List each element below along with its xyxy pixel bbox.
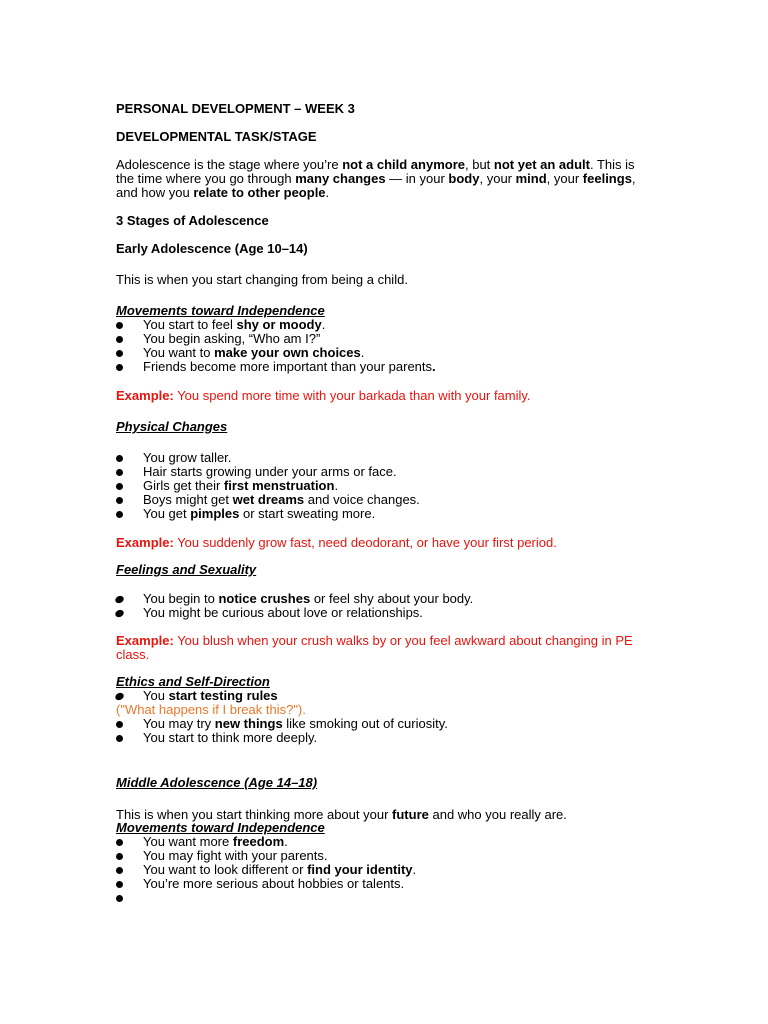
list-item: You begin to notice crushes or feel shy about your body. bbox=[143, 591, 474, 606]
bullet-icon bbox=[116, 455, 123, 462]
bullet-icon bbox=[116, 483, 123, 490]
intro-line-1: Adolescence is the stage where you’re not a child anymore, but not yet an adult. This is bbox=[116, 157, 635, 172]
list-item: Girls get their first menstruation. bbox=[143, 478, 339, 493]
ethics-aside: ("What happens if I break this?"). bbox=[116, 702, 306, 717]
intro-line-3: and how you relate to other people. bbox=[116, 185, 330, 200]
bullet-icon bbox=[114, 691, 125, 701]
bullet-icon bbox=[116, 364, 123, 371]
list-item: You begin asking, “Who am I?” bbox=[143, 331, 321, 346]
document-title: PERSONAL DEVELOPMENT – WEEK 3 bbox=[116, 101, 355, 116]
list-item: Boys might get wet dreams and voice changes. bbox=[143, 492, 420, 507]
physical-changes-example: Example: You suddenly grow fast, need deodorant, or have your first period. bbox=[116, 535, 557, 550]
middle-heading: Middle Adolescence (Age 14–18) bbox=[116, 775, 318, 790]
middle-movements-heading: Movements toward Independence bbox=[116, 820, 325, 835]
list-item: You might be curious about love or relationships. bbox=[143, 605, 423, 620]
bullet-icon bbox=[116, 469, 123, 476]
bullet-icon bbox=[116, 881, 123, 888]
list-item: You grow taller. bbox=[143, 450, 232, 465]
bullet-icon bbox=[116, 721, 123, 728]
bullet-icon bbox=[116, 839, 123, 846]
list-item: You start to think more deeply. bbox=[143, 730, 318, 745]
list-item: You’re more serious about hobbies or talents. bbox=[143, 876, 405, 891]
bullet-icon bbox=[116, 511, 123, 518]
bullet-icon bbox=[116, 336, 123, 343]
early-movements-heading: Movements toward Independence bbox=[116, 303, 325, 318]
bullet-icon bbox=[114, 608, 125, 618]
bullet-icon bbox=[116, 497, 123, 504]
list-item: You start testing rules bbox=[143, 688, 278, 703]
ethics-heading: Ethics and Self-Direction bbox=[116, 674, 270, 689]
list-item: Hair starts growing under your arms or face. bbox=[143, 464, 397, 479]
physical-changes-heading: Physical Changes bbox=[116, 419, 228, 434]
bullet-icon bbox=[116, 735, 123, 742]
list-item: You may fight with your parents. bbox=[143, 848, 328, 863]
list-item: Friends become more important than your parents. bbox=[143, 359, 436, 374]
stages-heading: 3 Stages of Adolescence bbox=[116, 213, 269, 228]
bullet-icon bbox=[114, 594, 125, 604]
feelings-example-line-2: class. bbox=[116, 647, 150, 662]
middle-description: This is when you start thinking more about your future and who you really are. bbox=[116, 807, 567, 822]
list-item: You get pimples or start sweating more. bbox=[143, 506, 376, 521]
bullet-icon bbox=[116, 895, 123, 902]
document-subtitle: DEVELOPMENTAL TASK/STAGE bbox=[116, 129, 317, 144]
early-description: This is when you start changing from being a child. bbox=[116, 272, 408, 287]
list-item: You want to make your own choices. bbox=[143, 345, 365, 360]
feelings-example-line-1: Example: You blush when your crush walks by or you feel awkward about changing in PE bbox=[116, 633, 633, 648]
feelings-heading: Feelings and Sexuality bbox=[116, 562, 257, 577]
bullet-icon bbox=[116, 853, 123, 860]
list-item: You want to look different or find your identity. bbox=[143, 862, 417, 877]
list-item: You want more freedom. bbox=[143, 834, 288, 849]
intro-line-2: the time where you go through many changes — in your body, your mind, your feelings, bbox=[116, 171, 636, 186]
list-item: You start to feel shy or moody. bbox=[143, 317, 326, 332]
early-movements-example: Example: You spend more time with your barkada than with your family. bbox=[116, 388, 531, 403]
bullet-icon bbox=[116, 350, 123, 357]
early-heading: Early Adolescence (Age 10–14) bbox=[116, 241, 308, 256]
list-item: You may try new things like smoking out of curiosity. bbox=[143, 716, 448, 731]
bullet-icon bbox=[116, 322, 123, 329]
bullet-icon bbox=[116, 867, 123, 874]
